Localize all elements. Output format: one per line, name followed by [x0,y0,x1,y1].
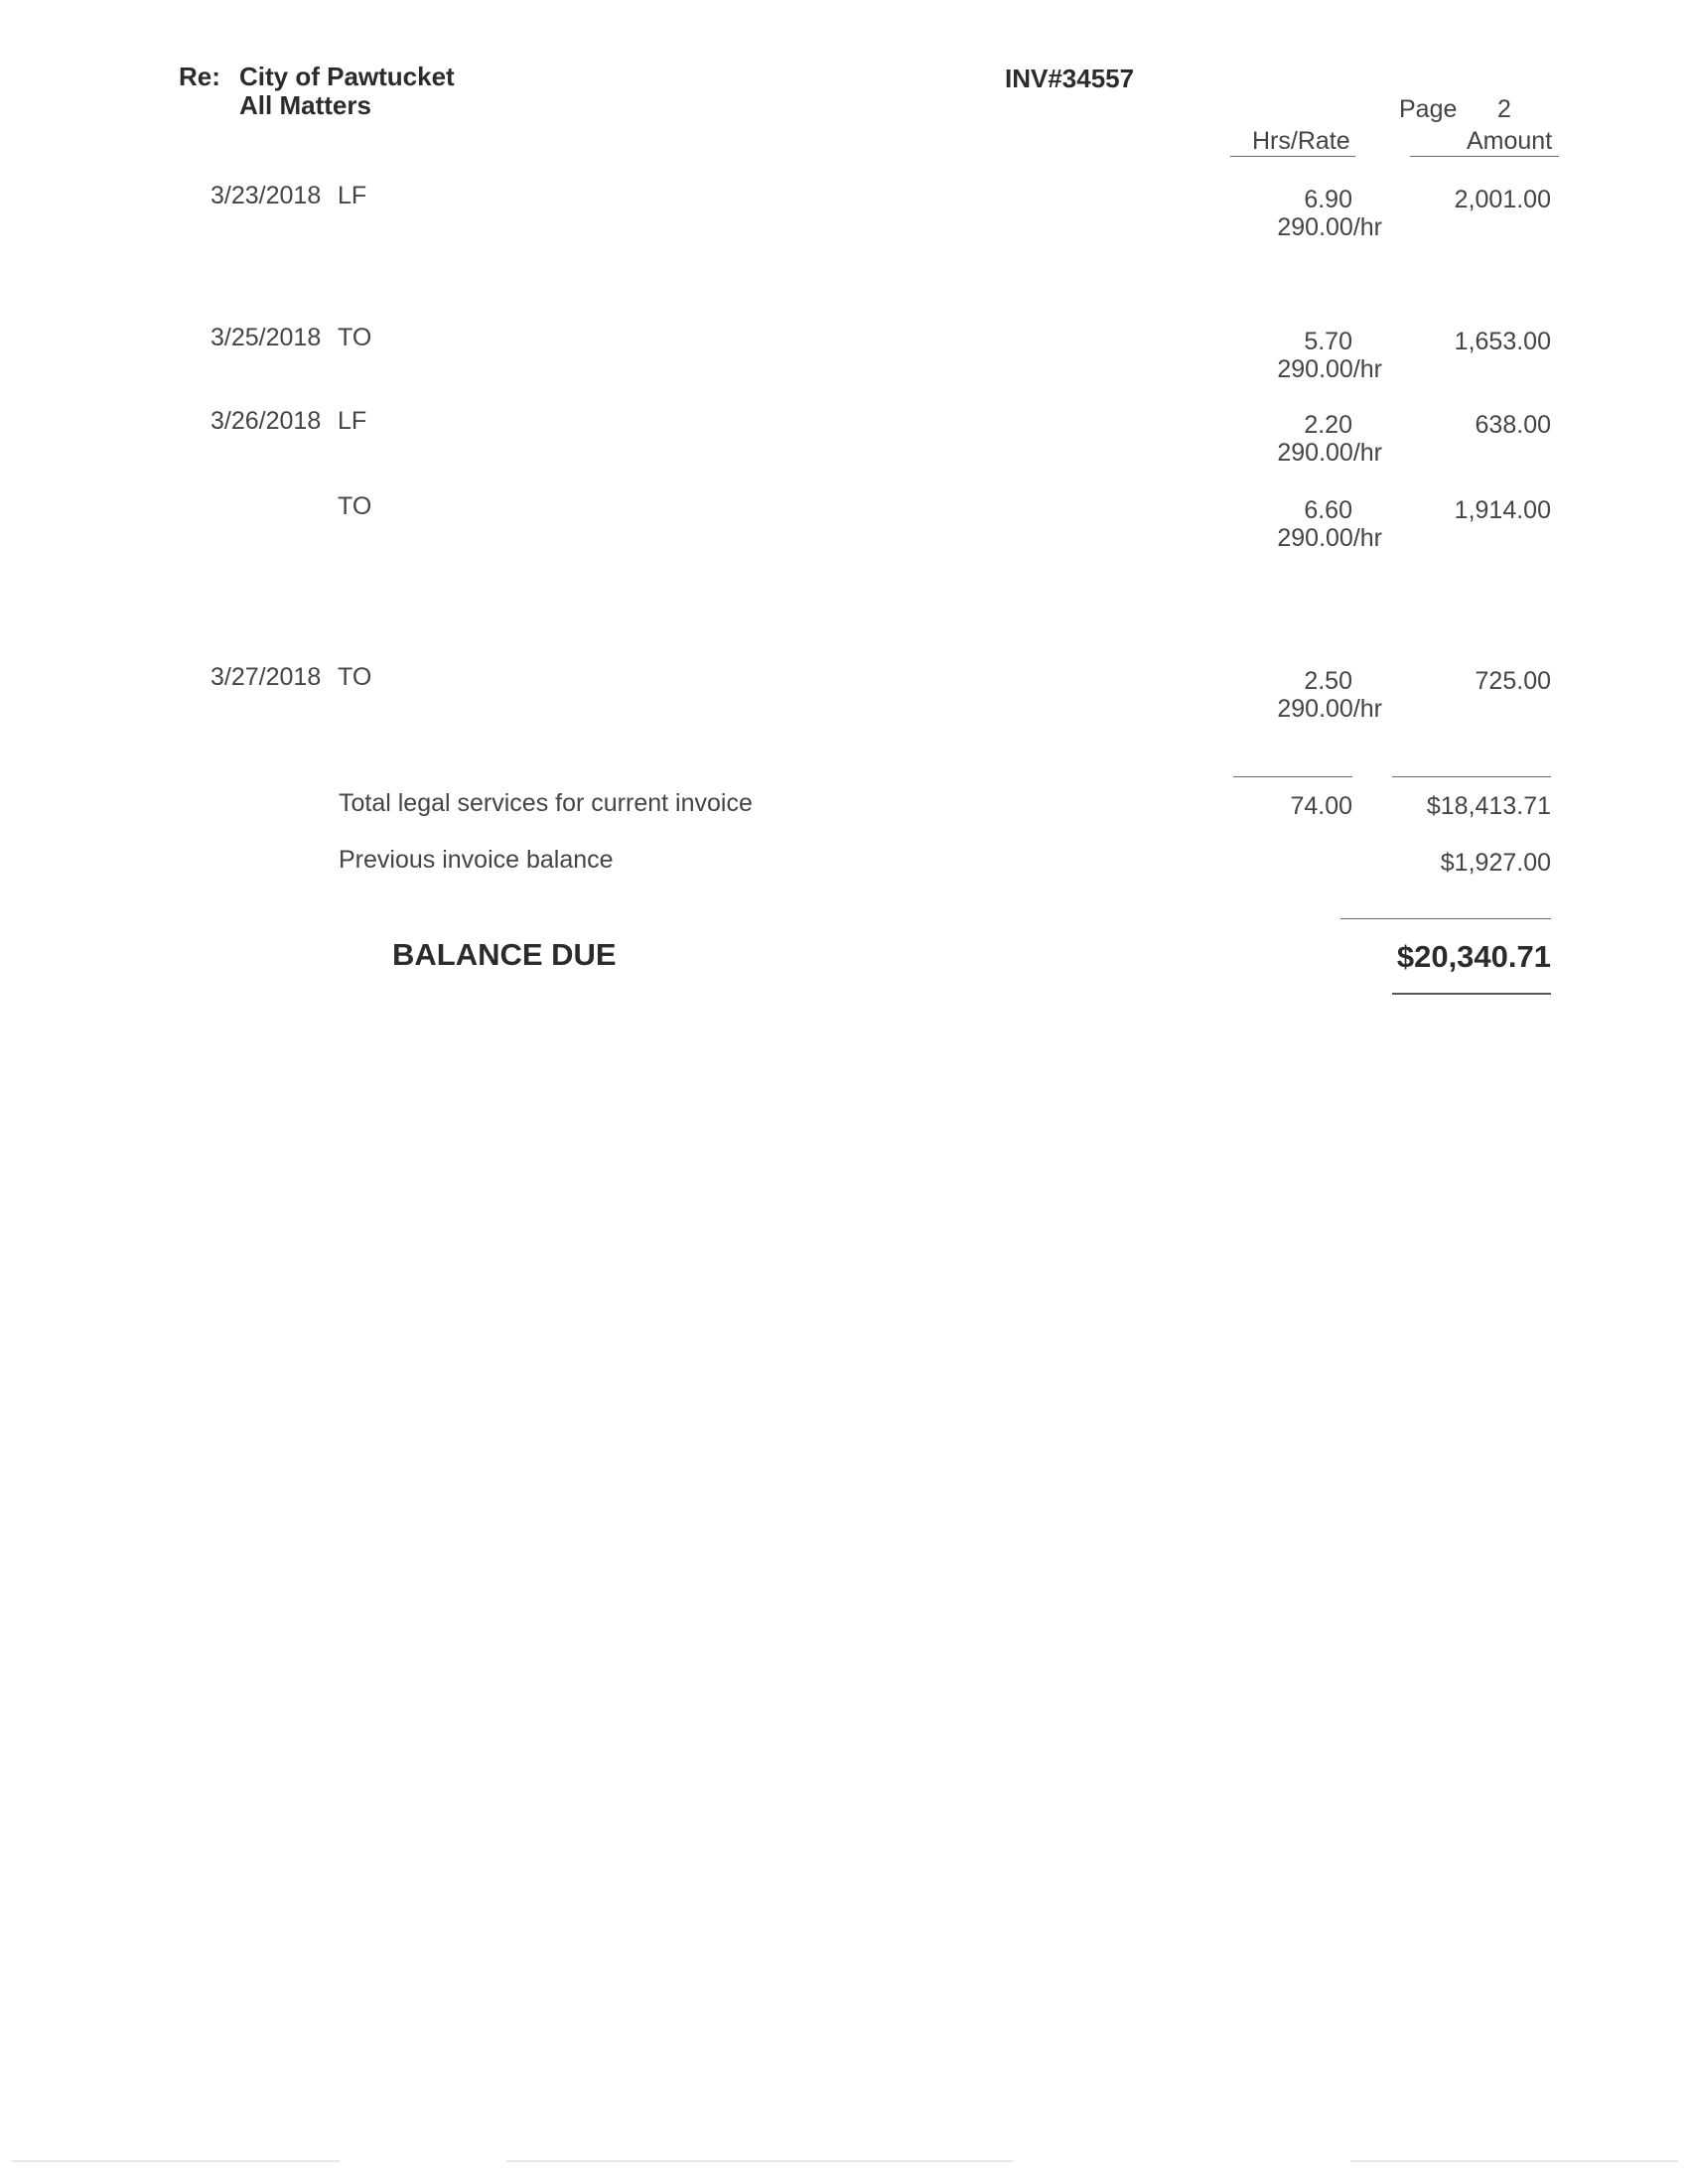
entry-rate: 290.00/hr [1277,439,1382,467]
scan-edge-line [1350,2160,1678,2162]
balance-due-amount: $20,340.71 [1396,939,1551,974]
total-hours: 74.00 [1290,792,1352,820]
scan-edge-line [12,2160,340,2162]
invoice-number: INV#34557 [1005,64,1135,93]
entry-timekeeper: TO [338,492,372,520]
entry-timekeeper: LF [338,182,367,209]
entry-rate: 290.00/hr [1277,355,1382,383]
entry-amount: 638.00 [1475,411,1551,439]
total-amount: $18,413.71 [1426,792,1551,820]
balance-double-rule [1392,993,1551,995]
entry-date: 3/23/2018 [211,182,322,209]
entry-timekeeper: LF [338,407,367,435]
entry-amount: 2,001.00 [1454,186,1551,213]
client-name: City of Pawtucket [239,62,455,91]
entry-amount: 725.00 [1475,667,1551,695]
total-services-label: Total legal services for current invoice [339,789,753,817]
entry-date: 3/27/2018 [211,663,322,691]
amount-total-rule [1392,776,1551,777]
hours-total-rule [1233,776,1352,777]
entry-hours: 2.50 [1304,667,1352,695]
entry-hours: 6.60 [1304,496,1352,524]
page-label: Page [1399,95,1458,123]
previous-balance-amount: $1,927.00 [1440,849,1551,877]
entry-hours: 6.90 [1304,186,1352,213]
matter-name: All Matters [239,90,371,120]
entry-rate: 290.00/hr [1277,213,1382,241]
balance-rule [1340,918,1551,919]
column-header-amount: Amount [1467,127,1553,155]
entry-date: 3/26/2018 [211,407,322,435]
column-header-underline [1230,156,1355,157]
entry-hours: 5.70 [1304,328,1352,355]
entry-date: 3/25/2018 [211,324,322,351]
balance-due-label: BALANCE DUE [392,937,617,972]
scan-edge-line [506,2160,1013,2162]
entry-hours: 2.20 [1304,411,1352,439]
entry-rate: 290.00/hr [1277,524,1382,552]
page-number: 2 [1497,95,1511,123]
re-label: Re: [179,62,220,91]
column-header-underline [1410,156,1559,157]
entry-rate: 290.00/hr [1277,695,1382,723]
entry-timekeeper: TO [338,324,372,351]
column-header-hrs-rate: Hrs/Rate [1252,127,1350,155]
entry-amount: 1,914.00 [1454,496,1551,524]
previous-balance-label: Previous invoice balance [339,846,614,874]
entry-amount: 1,653.00 [1454,328,1551,355]
entry-timekeeper: TO [338,663,372,691]
